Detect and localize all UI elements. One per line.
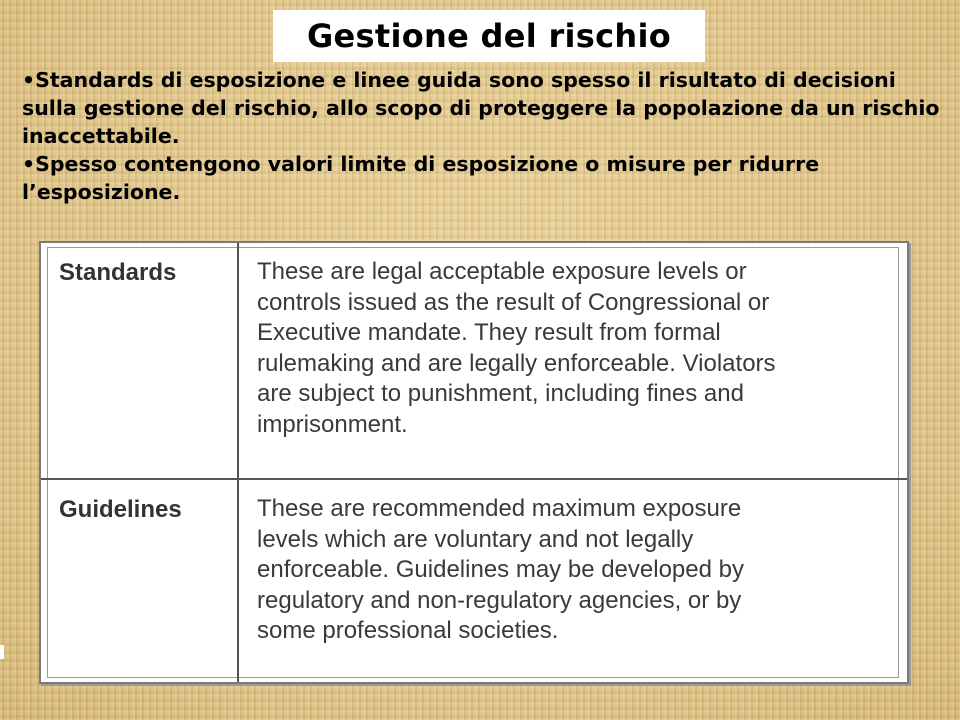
definition-cell: These are recommended maximum exposure levels which are voluntary and not legally enforceable. Guidelines may be developed by regulatory and non-regulatory agencies, or by some professional societies. <box>257 495 744 644</box>
bullet-item: •Spesso contengono valori limite di esposizione o misure per ridurre l’esposizione. <box>22 152 820 204</box>
edge-mark <box>0 645 4 659</box>
table-row-standards <box>41 243 907 478</box>
table-row-guidelines <box>41 480 907 682</box>
definition-cell: These are legal acceptable exposure levels or controls issued as the result of Congressional or Executive mandate. They result from formal rulemaking and are legally enforceable. Violators are subject to punishment, including fines and imprisonment. <box>257 258 776 438</box>
bullet-list <box>22 66 952 206</box>
bullet-item: •Standards di esposizione e linee guida sono spesso il risultato di decisioni sulla gestione del rischio, allo scopo di proteggere la popolazione da un rischio inaccettabile. <box>22 68 940 148</box>
slide-title-box <box>273 10 705 62</box>
term-cell: Guidelines <box>59 496 182 523</box>
slide-title: Gestione del rischio <box>306 17 672 55</box>
term-cell: Standards <box>59 259 177 286</box>
definitions-table <box>39 241 909 684</box>
